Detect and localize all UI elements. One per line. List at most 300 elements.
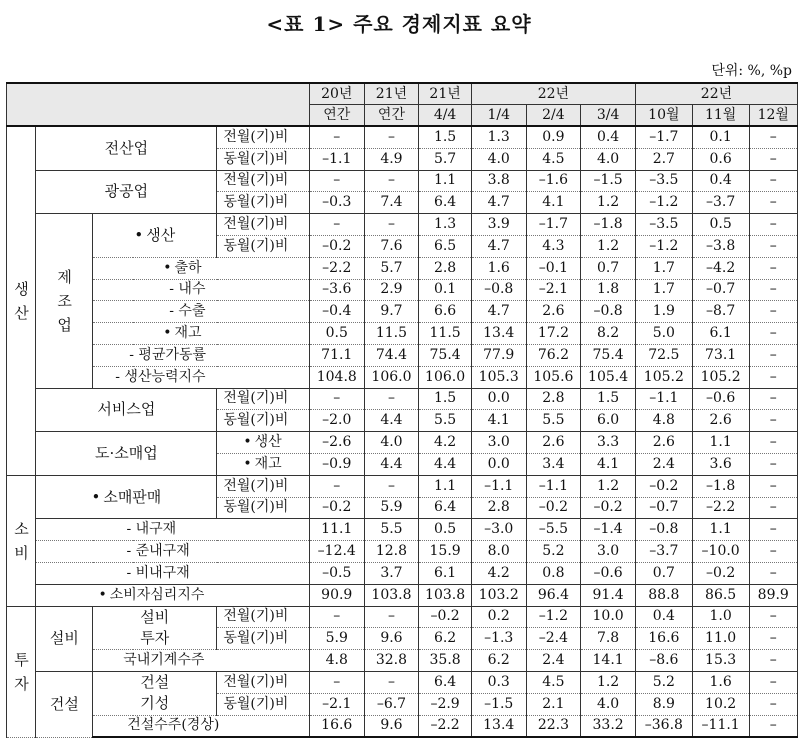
table-cell: –0.5 [309,562,364,584]
table-cell: 4.5 [526,671,581,693]
row-label-text: 생산 [146,225,176,244]
table-cell: 12.8 [364,541,419,563]
table-cell: 4.1 [471,410,526,432]
table-cell: 6.2 [419,628,472,650]
table-cell: –2.2 [419,715,472,737]
bullet-icon [243,434,254,450]
table-cell: 3.0 [581,541,636,563]
row-label-text: 소비자심리지수 [109,586,205,603]
table-cell: –3.5 [635,170,692,192]
table-cell: –3.7 [635,541,692,563]
row-label-yoy: 동월(기)비 [217,148,310,170]
table-cell: 35.8 [419,650,472,672]
table-cell: 3.3 [581,432,636,454]
header-period: 연간 [364,105,419,127]
table-cell: –1.1 [635,388,692,410]
table-cell: – [749,562,797,584]
table-cell: 1.3 [471,126,526,148]
table-cell: 11.5 [419,323,472,345]
row-label-domestic: - 내수 [93,279,310,301]
table-cell: 2.8 [471,497,526,519]
table-cell: 103.2 [471,584,526,606]
table-cell: 6.1 [692,323,749,345]
header-year: 20년 [309,83,364,105]
table-cell: 0.5 [309,323,364,345]
row-label-text: 재고 [174,325,202,342]
table-cell: 0.6 [692,148,749,170]
table-cell: –8.6 [635,650,692,672]
row-label-construction-done-2: 기성 [93,693,217,715]
table-cell: –1.5 [471,693,526,715]
table-cell: – [749,214,797,236]
table-cell: – [749,715,797,737]
table-cell: 6.1 [419,562,472,584]
table-cell: 4.0 [364,432,419,454]
table-cell: –1.8 [581,214,636,236]
header-blank [7,83,310,126]
row-label-mom: 전월(기)비 [217,170,310,192]
table-cell: 105.2 [635,366,692,388]
table-cell: – [749,475,797,497]
economic-indicators-table [6,82,798,738]
row-label-yoy: 동월(기)비 [217,693,310,715]
table-cell: 2.6 [635,432,692,454]
table-cell: 1.6 [471,257,526,279]
section-label: 제조업 [57,267,72,334]
table-cell: 1.0 [692,606,749,628]
table-cell: 2.6 [526,301,581,323]
table-cell: 0.0 [471,453,526,475]
table-cell: 0.4 [635,606,692,628]
table-cell: –0.8 [581,301,636,323]
table-cell: 10.2 [692,693,749,715]
table-cell: –0.6 [581,562,636,584]
row-label-text: 재고 [254,455,282,472]
table-cell: 1.2 [581,475,636,497]
table-cell: –6.7 [364,693,419,715]
section-label: 생산 [14,279,29,322]
table-cell: 1.1 [419,475,472,497]
table-cell: –11.1 [692,715,749,737]
table-cell: 2.6 [526,432,581,454]
table-cell: 105.4 [581,366,636,388]
table-cell: 3.0 [471,432,526,454]
table-cell: – [364,214,419,236]
table-cell: 1.2 [581,671,636,693]
table-cell: –2.9 [419,693,472,715]
table-cell: –3.0 [471,519,526,541]
table-cell: –1.5 [581,170,636,192]
table-cell: 6.0 [581,410,636,432]
header-period: 1/4 [471,105,526,127]
table-cell: 13.4 [471,323,526,345]
table-cell: –1.7 [635,126,692,148]
row-label-yoy: 동월(기)비 [217,410,310,432]
table-cell: 5.2 [526,541,581,563]
row-label-utilization: - 평균가동률 [93,344,310,366]
table-cell: 7.4 [364,192,419,214]
table-cell: 4.7 [471,192,526,214]
table-cell: 4.2 [419,432,472,454]
table-cell: –0.2 [635,475,692,497]
table-cell: –8.7 [692,301,749,323]
table-cell: 1.6 [692,671,749,693]
row-label-mom: 전월(기)비 [217,475,310,497]
table-cell: – [749,693,797,715]
table-cell: – [309,606,364,628]
table-cell: 75.4 [581,344,636,366]
bullet-icon [243,456,254,472]
table-cell: –12.4 [309,541,364,563]
row-label-construction-orders: 건설수주(경상) [93,715,310,737]
table-cell: 4.3 [526,235,581,257]
row-label-export: - 수출 [93,301,310,323]
table-cell: 4.2 [471,562,526,584]
table-cell: 6.2 [471,650,526,672]
table-cell: –1.1 [309,148,364,170]
row-label-mom: 전월(기)비 [217,388,310,410]
table-cell: 105.3 [471,366,526,388]
table-cell: 0.4 [581,126,636,148]
table-cell: – [749,126,797,148]
table-cell: 4.8 [309,650,364,672]
table-cell: 6.4 [419,671,472,693]
row-label-nondurable: - 비내구재 [36,562,309,584]
table-cell: 6.6 [419,301,472,323]
table-cell: 4.5 [526,148,581,170]
header-year: 21년 [364,83,419,105]
table-cell: 8.9 [635,693,692,715]
table-cell: 2.7 [635,148,692,170]
table-cell: 6.4 [419,192,472,214]
row-label-yoy: 동월(기)비 [217,235,310,257]
table-cell: 86.5 [692,584,749,606]
table-cell: –1.1 [526,475,581,497]
table-cell: 11.5 [364,323,419,345]
table-cell: 22.3 [526,715,581,737]
table-cell: – [364,606,419,628]
row-label-shipment [93,257,310,279]
table-cell: 2.6 [692,410,749,432]
table-cell: 15.9 [419,541,472,563]
table-cell: 8.2 [581,323,636,345]
table-cell: 1.3 [419,214,472,236]
table-cell: –0.8 [471,279,526,301]
table-cell: – [749,170,797,192]
table-cell: – [749,541,797,563]
table-cell: –2.2 [309,257,364,279]
section-investment [7,606,36,737]
row-label-text: 생산 [254,434,282,451]
table-cell: –2.1 [526,279,581,301]
table-cell: 0.3 [471,671,526,693]
table-cell: –0.7 [635,497,692,519]
table-cell: –0.3 [309,192,364,214]
table-cell: – [749,257,797,279]
table-cell: 0.2 [471,606,526,628]
table-cell: 88.8 [635,584,692,606]
table-cell: –0.4 [309,301,364,323]
table-cell: 77.9 [471,344,526,366]
table-cell: 9.7 [364,301,419,323]
row-label-facility: 설비 [36,606,93,671]
row-label-consumer-sentiment [36,584,309,606]
table-cell: –3.8 [692,235,749,257]
table-cell: 15.3 [692,650,749,672]
table-cell: –0.6 [692,388,749,410]
table-cell: 96.4 [526,584,581,606]
section-label: 투자 [14,650,29,693]
table-cell: – [749,628,797,650]
table-cell: 9.6 [364,715,419,737]
section-production [7,126,36,475]
row-label-semi-durable: - 준내구재 [36,541,309,563]
table-cell: –3.5 [635,214,692,236]
table-cell: –1.6 [526,170,581,192]
row-label-retail-sales [36,475,217,519]
table-cell: 1.1 [692,432,749,454]
table-cell: 105.2 [692,366,749,388]
table-cell: 32.8 [364,650,419,672]
table-cell: 74.4 [364,344,419,366]
header-period: 3/4 [581,105,636,127]
table-cell: 4.1 [581,453,636,475]
table-cell: – [309,214,364,236]
table-cell: – [749,279,797,301]
table-cell: 5.5 [364,519,419,541]
row-label-durable: - 내구재 [36,519,309,541]
table-cell: 5.2 [635,671,692,693]
table-cell: – [749,671,797,693]
table-title: <표 1> 주요 경제지표 요약 [266,12,532,36]
table-cell: –0.2 [309,497,364,519]
row-label-mining: 광공업 [36,170,217,214]
table-cell: – [749,301,797,323]
row-label-facility-invest-2: 투자 [93,628,217,650]
table-cell: 5.9 [309,628,364,650]
table-cell: 14.1 [581,650,636,672]
table-cell: 6.4 [419,497,472,519]
table-cell: – [364,671,419,693]
table-cell: 10.0 [581,606,636,628]
table-cell: 4.4 [364,410,419,432]
table-cell: – [749,432,797,454]
table-cell: – [749,453,797,475]
table-cell: 106.0 [419,366,472,388]
header-period: 4/4 [419,105,472,127]
table-cell: 0.0 [471,388,526,410]
table-cell: 8.0 [471,541,526,563]
row-label-text: 생산능력지수 [124,368,206,385]
table-cell: 3.8 [471,170,526,192]
table-cell: 5.7 [364,257,419,279]
row-label-yoy: 동월(기)비 [217,192,310,214]
table-cell: 16.6 [635,628,692,650]
section-label: 소비 [14,519,29,562]
table-cell: – [309,475,364,497]
table-cell: 76.2 [526,344,581,366]
row-label-mom: 전월(기)비 [217,671,310,693]
table-cell: –1.2 [526,606,581,628]
table-cell: – [309,126,364,148]
table-cell: 103.8 [419,584,472,606]
table-cell: 2.4 [635,453,692,475]
row-label-text: 평균가동률 [138,346,207,363]
table-cell: 4.7 [471,301,526,323]
table-cell: 5.7 [419,148,472,170]
row-label-mom: 전월(기)비 [217,126,310,148]
table-cell: – [364,126,419,148]
table-cell: – [364,170,419,192]
table-cell: 4.1 [526,192,581,214]
row-label-yoy: 동월(기)비 [217,497,310,519]
table-cell: 16.6 [309,715,364,737]
table-cell: 90.9 [309,584,364,606]
table-cell: 11.0 [692,628,749,650]
table-cell: –1.1 [471,475,526,497]
table-cell: 4.4 [364,453,419,475]
row-label-wr-production [217,432,310,454]
table-cell: 17.2 [526,323,581,345]
header-period: 12월 [749,105,797,127]
table-cell: 1.1 [692,519,749,541]
table-cell: 0.5 [692,214,749,236]
section-consumption [7,475,36,606]
table-cell: – [309,671,364,693]
table-cell: –3.6 [309,279,364,301]
row-label-services: 서비스업 [36,388,217,432]
table-cell: –4.2 [692,257,749,279]
table-cell: 1.2 [581,192,636,214]
row-label-facility-invest-1: 설비 [93,606,217,628]
table-cell: 72.5 [635,344,692,366]
table-cell: –2.0 [309,410,364,432]
table-cell: 4.8 [635,410,692,432]
row-label-text: 수출 [178,303,206,320]
table-cell: 33.2 [581,715,636,737]
table-cell: 7.8 [581,628,636,650]
table-cell: 106.0 [364,366,419,388]
row-label-text: 비내구재 [135,564,190,581]
table-cell: – [749,410,797,432]
row-label-machinery-orders: 국내기계수주 [93,650,310,672]
table-cell: 73.1 [692,344,749,366]
table-cell: –1.3 [471,628,526,650]
table-cell: –2.1 [309,693,364,715]
table-cell: –0.7 [692,279,749,301]
table-cell: 91.4 [581,584,636,606]
row-label-text: 출하 [174,259,202,276]
table-cell: 11.1 [309,519,364,541]
table-cell: –5.5 [526,519,581,541]
row-label-construction-done-1: 건설 [93,671,217,693]
table-cell: –1.4 [581,519,636,541]
row-label-capacity: - 생산능력지수 [93,366,310,388]
table-cell: –2.4 [526,628,581,650]
table-cell: – [749,323,797,345]
row-label-mom: 전월(기)비 [217,606,310,628]
table-cell: –0.2 [526,497,581,519]
table-cell: – [309,170,364,192]
table-cell: 7.6 [364,235,419,257]
table-cell: 0.1 [692,126,749,148]
table-cell: – [364,475,419,497]
table-cell: 4.4 [419,453,472,475]
table-cell: –0.8 [635,519,692,541]
header-period: 11월 [692,105,749,127]
table-cell: 6.5 [419,235,472,257]
table-cell: 104.8 [309,366,364,388]
table-cell: 1.7 [635,257,692,279]
row-label-mom: 전월(기)비 [217,214,310,236]
table-cell: 4.0 [581,148,636,170]
table-cell: 1.5 [419,126,472,148]
table-cell: 3.6 [692,453,749,475]
table-cell: 2.8 [419,257,472,279]
table-cell: 0.4 [692,170,749,192]
table-cell: 75.4 [419,344,472,366]
table-cell: – [364,388,419,410]
table-cell: 1.1 [419,170,472,192]
table-cell: –0.1 [526,257,581,279]
table-cell: –3.7 [692,192,749,214]
table-cell: – [749,192,797,214]
table-cell: 1.9 [635,301,692,323]
bullet-icon [134,226,146,244]
header-period: 2/4 [526,105,581,127]
table-cell: 2.1 [526,693,581,715]
table-cell: –1.7 [526,214,581,236]
table-cell: 5.5 [419,410,472,432]
table-cell: 2.8 [526,388,581,410]
table-cell: –10.0 [692,541,749,563]
table-cell: 4.9 [364,148,419,170]
bullet-icon [91,488,103,506]
table-cell: 3.4 [526,453,581,475]
table-cell: –2.2 [692,497,749,519]
table-cell: – [749,344,797,366]
row-label-wholesale-retail: 도·소매업 [36,432,217,476]
table-cell: 1.5 [419,388,472,410]
table-cell: –1.2 [635,235,692,257]
row-label-yoy: 동월(기)비 [217,628,310,650]
header-year: 22년 [635,83,797,105]
table-cell: 3.9 [471,214,526,236]
row-label-inventory [93,323,310,345]
row-label-construction: 건설 [36,671,93,737]
table-cell: 103.8 [364,584,419,606]
bullet-icon [163,260,174,276]
section-manufacturing [36,214,93,388]
table-cell: 2.4 [526,650,581,672]
table-cell: –0.2 [309,235,364,257]
table-cell: – [749,235,797,257]
table-cell: – [749,148,797,170]
table-cell: –0.2 [692,562,749,584]
table-cell: –0.2 [419,606,472,628]
table-cell: 4.7 [471,235,526,257]
bullet-icon [163,325,174,341]
table-cell: 5.5 [526,410,581,432]
table-cell: 5.0 [635,323,692,345]
table-cell: 5.9 [364,497,419,519]
table-cell: 0.8 [526,562,581,584]
table-cell: – [749,366,797,388]
row-label-text: 내구재 [135,521,177,538]
table-cell: 1.8 [581,279,636,301]
table-cell: –36.8 [635,715,692,737]
table-cell: 1.7 [635,279,692,301]
